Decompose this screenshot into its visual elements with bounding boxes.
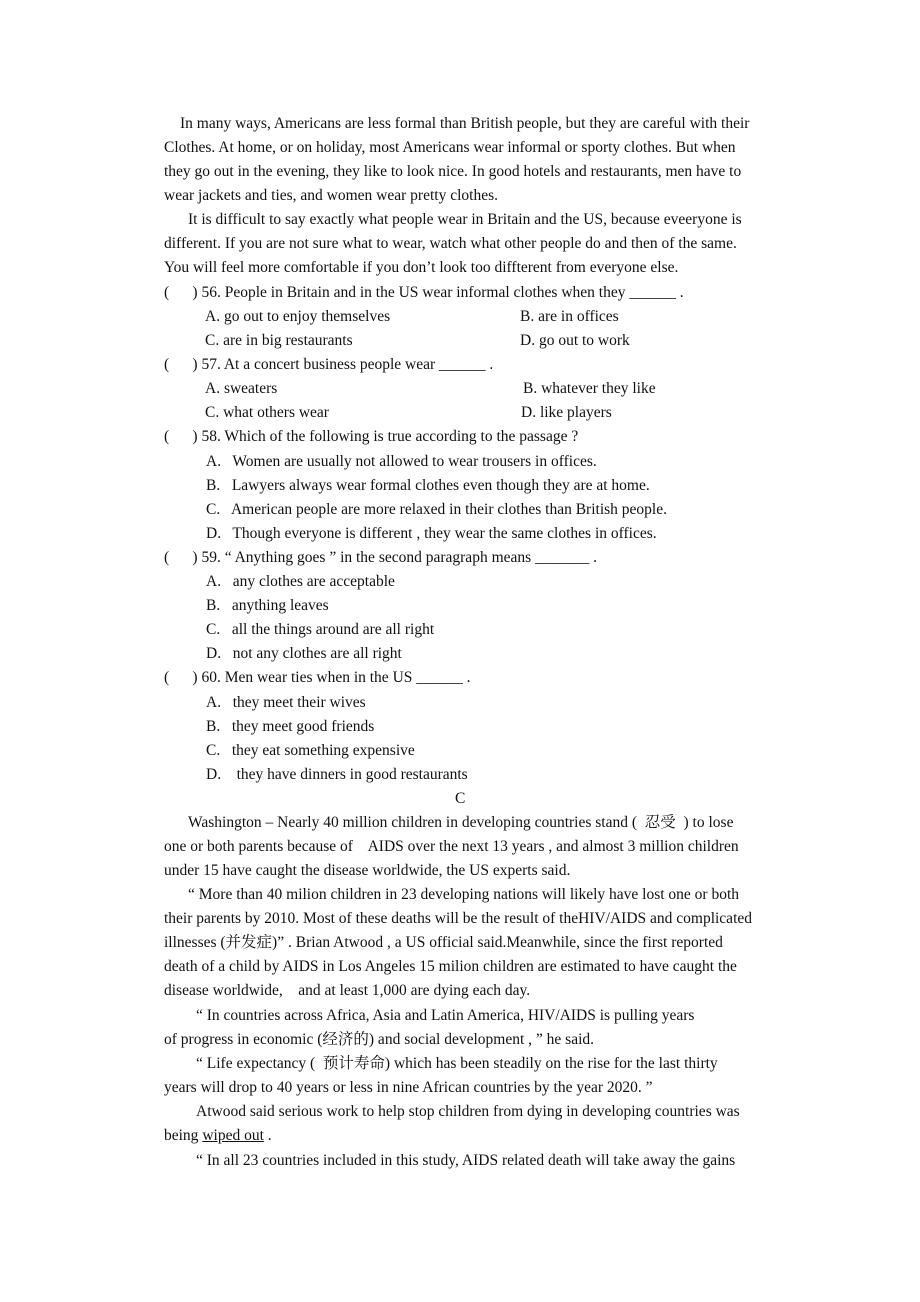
section-heading: C [455,790,466,807]
paragraph-line: under 15 have caught the disease worldwide, the US experts said. [164,862,571,879]
paragraph-line: illnesses (并发症)” . Brian Atwood , a US official said.Meanwhile, since the first reported [164,934,723,951]
paragraph-line: “ Life expectancy ( 预计寿命) which has been steadily on the rise for the last thirty [196,1055,718,1072]
option-57-d: D. like players [521,404,612,421]
option-58-b: B. Lawyers always wear formal clothes even though they are at home. [206,477,650,494]
question-stem-57: ( ) 57. At a concert business people wear ______ . [164,356,494,373]
option-59-c: C. all the things around are all right [206,621,435,638]
option-60-c: C. they eat something expensive [206,742,415,759]
question-stem-60: ( ) 60. Men wear ties when in the US ______ . [164,669,471,686]
paragraph-line: one or both parents because of AIDS over the next 13 years , and almost 3 million children [164,838,739,855]
option-58-c: C. American people are more relaxed in their clothes than British people. [206,501,667,518]
paragraph-line: “ More than 40 milion children in 23 developing nations will likely have lost one or both [188,886,740,903]
paragraph-line: Clothes. At home, or on holiday, most Americans wear informal or sporty clothes. But when [164,139,736,156]
option-59-d: D. not any clothes are all right [206,645,402,662]
paragraph-line: different. If you are not sure what to wear, watch what other people do and then of the same. [164,235,737,252]
paragraph-line: Washington – Nearly 40 million children in developing countries stand ( 忍受 ) to lose [188,814,734,831]
option-59-b: B. anything leaves [206,597,329,614]
option-56-b: B. are in offices [520,308,619,325]
option-56-d: D. go out to work [520,332,630,349]
underlined-phrase: wiped out [202,1127,264,1144]
question-stem-58: ( ) 58. Which of the following is true according to the passage ? [164,428,579,445]
option-60-a: A. they meet their wives [206,694,366,711]
paragraph-line: “ In all 23 countries included in this study, AIDS related death will take away the gains [196,1152,736,1169]
paragraph-line: Atwood said serious work to help stop children from dying in developing countries was [196,1103,740,1120]
option-58-d: D. Though everyone is different , they wear the same clothes in offices. [206,525,657,542]
paragraph-line: their parents by 2010. Most of these deaths will be the result of theHIV/AIDS and complicated [164,910,753,927]
option-56-c: C. are in big restaurants [205,332,353,349]
paragraph-line [164,1126,272,1146]
paragraph-line: death of a child by AIDS in Los Angeles 15 milion children are estimated to have caught the [164,958,737,975]
option-58-a: A. Women are usually not allowed to wear trousers in offices. [206,453,597,470]
question-stem-56: ( ) 56. People in Britain and in the US wear informal clothes when they ______ . [164,284,684,301]
paragraph-line: “ In countries across Africa, Asia and Latin America, HIV/AIDS is pulling years [196,1007,695,1024]
paragraph-line: It is difficult to say exactly what people wear in Britain and the US, because eveeryone is [188,211,742,228]
paragraph-line: You will feel more comfortable if you don’t look too diffterent from everyone else. [164,259,679,276]
paragraph-line: years will drop to 40 years or less in nine African countries by the year 2020. ” [164,1079,653,1096]
question-stem-59: ( ) 59. “ Anything goes ” in the second paragraph means _______ . [164,549,598,566]
paragraph-line: disease worldwide, and at least 1,000 are dying each day. [164,982,531,999]
option-56-a: A. go out to enjoy themselves [205,308,391,325]
paragraph-line: they go out in the evening, they like to look nice. In good hotels and restaurants, men have to [164,163,742,180]
option-60-d: D. they have dinners in good restaurants [206,766,468,783]
paragraph-line: of progress in economic (经济的) and social development , ” he said. [164,1031,595,1048]
option-57-c: C. what others wear [205,404,329,421]
paragraph-line: wear jackets and ties, and women wear pretty clothes. [164,187,498,204]
text-fragment: being [164,1127,203,1144]
option-59-a: A. any clothes are acceptable [206,573,395,590]
option-57-b: B. whatever they like [523,380,656,397]
option-60-b: B. they meet good friends [206,718,375,735]
text-fragment: . [263,1127,272,1144]
paragraph-line: In many ways, Americans are less formal than British people, but they are careful with their [180,115,750,132]
option-57-a: A. sweaters [205,380,278,397]
